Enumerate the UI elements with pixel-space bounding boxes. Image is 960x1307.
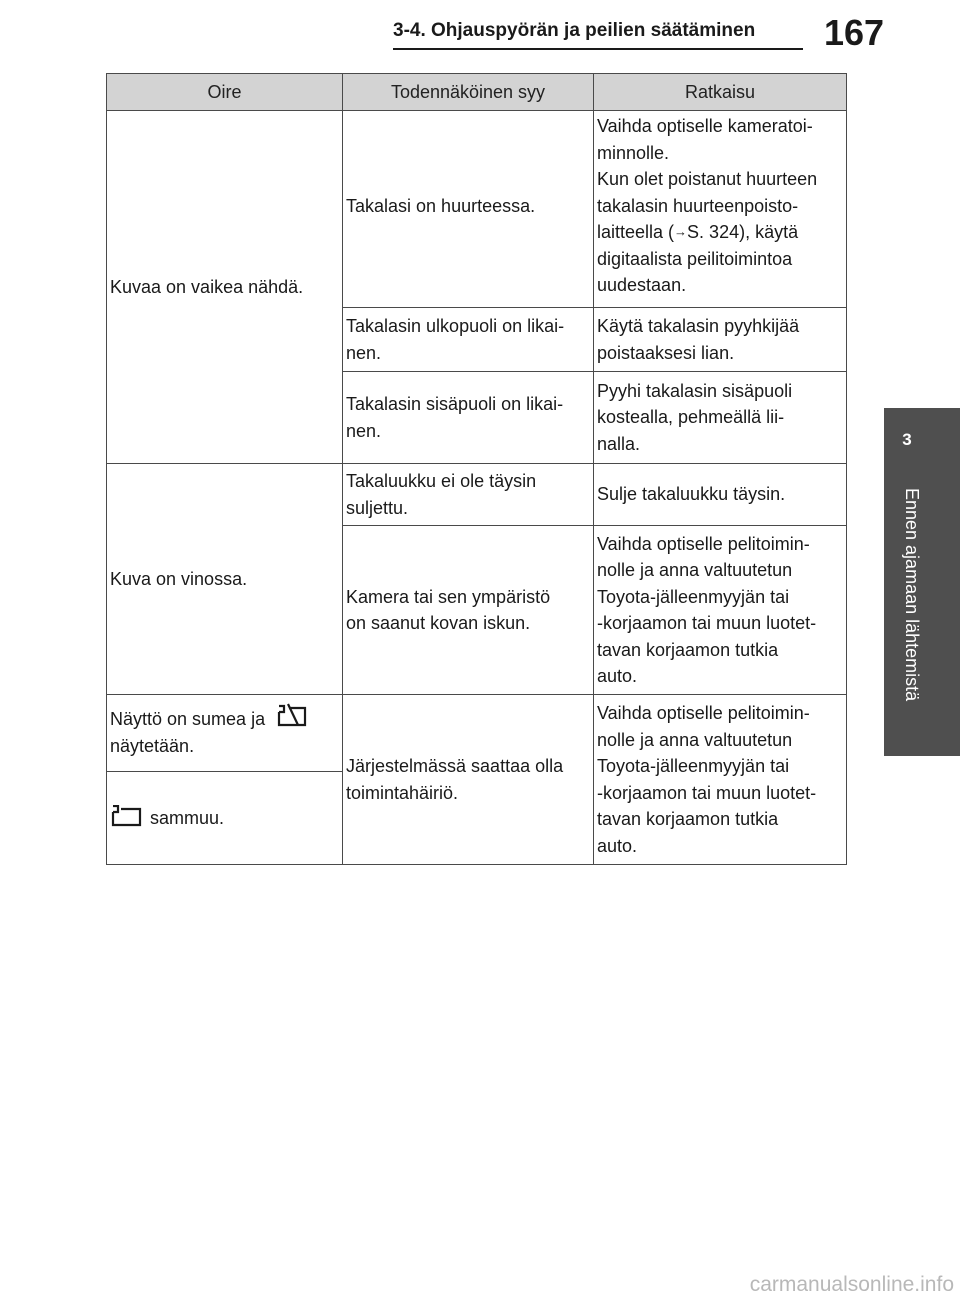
cause-line: Kamera tai sen ympäristö	[346, 586, 551, 607]
remedy-cell	[594, 526, 847, 695]
remedy-line: poistaaksesi lian.	[597, 342, 735, 363]
remedy-line: minnolle.	[597, 142, 670, 163]
cause-cell	[343, 526, 594, 695]
header-remedy: Ratkaisu	[594, 74, 847, 111]
chapter-title: Ennen ajamaan lähtemistä	[902, 488, 922, 702]
remedy-line: Toyota-jälleenmyyjän tai	[597, 586, 790, 607]
cause-cell	[343, 372, 594, 464]
header-symptom: Oire	[107, 74, 343, 111]
remedy-line: nolle ja anna valtuutetun	[597, 560, 793, 580]
remedy-line: Toyota-jälleenmyyjän tai	[597, 756, 790, 776]
remedy-line: kostealla, pehmeällä lii-	[597, 407, 785, 428]
cause-line: Takalasin ulkopuoli on likai-	[346, 316, 565, 336]
remedy-text: Sulje takaluukku täysin.	[597, 484, 786, 505]
remedy-line	[597, 219, 843, 246]
remedy-line: Vaihda optiselle pelitoimin-	[597, 533, 810, 554]
cause-line: Järjestelmässä saattaa olla	[346, 756, 564, 776]
header-cause: Todennäköinen syy	[343, 74, 594, 111]
header-rule	[393, 48, 803, 50]
cause-cell	[343, 695, 594, 865]
cause-cell	[343, 111, 594, 308]
table-header-row	[107, 74, 847, 111]
chapter-number: 3	[902, 430, 912, 449]
cause-line: nen.	[346, 420, 382, 441]
section-title: 3-4. Ohjauspyörän ja peilien säätäminen	[393, 20, 756, 41]
watermark: carmanualsonline.info	[749, 1273, 954, 1296]
remedy-line-part: laitteella (	[597, 222, 675, 242]
cause-cell	[343, 308, 594, 372]
remedy-line: takalasin huurteenpoisto-	[597, 195, 799, 216]
cause-line: suljettu.	[346, 497, 409, 518]
cause-line: nen.	[346, 342, 382, 363]
troubleshooting-table	[106, 73, 847, 865]
remedy-line: Kun olet poistanut huurteen	[597, 169, 818, 189]
symptom-text: Kuvaa on vaikea nähdä.	[110, 276, 304, 297]
symptom-text: sammuu.	[150, 807, 225, 828]
symptom-cell	[107, 772, 343, 865]
symptom-cell	[107, 695, 343, 772]
remedy-cell	[594, 464, 847, 526]
remedy-line: auto.	[597, 666, 638, 686]
cause-line: Takalasin sisäpuoli on likai-	[346, 394, 564, 414]
page-number: 167	[824, 12, 885, 53]
cause-line: toimintahäiriö.	[346, 782, 459, 803]
remedy-line: tavan korjaamon tutkia	[597, 639, 779, 660]
page-header	[0, 0, 960, 60]
remedy-line: nalla.	[597, 433, 641, 454]
remedy-line: -korjaamon tai muun luotet-	[597, 613, 817, 633]
page-reference-link[interactable]: S. 324), käytä	[687, 222, 799, 242]
symptom-line: näytetään.	[110, 735, 195, 756]
cause-line: on saanut kovan iskun.	[346, 613, 531, 633]
remedy-cell	[594, 372, 847, 464]
remedy-line: Vaihda optiselle pelitoimin-	[597, 703, 810, 723]
cause-cell	[343, 464, 594, 526]
remedy-line: auto.	[597, 835, 638, 856]
remedy-line: nolle ja anna valtuutetun	[597, 729, 793, 750]
chapter-side-tab	[884, 408, 960, 756]
remedy-line: tavan korjaamon tutkia	[597, 809, 779, 829]
remedy-line: uudestaan.	[597, 275, 687, 295]
remedy-line: Pyyhi takalasin sisäpuoli	[597, 380, 793, 401]
remedy-line: Käytä takalasin pyyhkijää	[597, 316, 800, 336]
cause-text: Takalasi on huurteessa.	[346, 196, 536, 216]
camera-off-icon	[110, 805, 144, 827]
remedy-line: digitaalista peilitoimintoa	[597, 248, 793, 269]
remedy-cell	[594, 695, 847, 865]
table-row	[107, 695, 847, 772]
symptom-text: Kuva on vinossa.	[110, 568, 248, 589]
table-row	[107, 464, 847, 526]
remedy-cell	[594, 308, 847, 372]
remedy-cell	[594, 111, 847, 308]
remedy-line: Vaihda optiselle kameratoi-	[597, 116, 813, 136]
camera-warning-icon	[276, 703, 310, 727]
table-row	[107, 111, 847, 308]
symptom-cell	[107, 464, 343, 695]
symptom-text: Näyttö on sumea ja	[110, 709, 266, 729]
page-reference-arrow-icon: →	[674, 224, 688, 239]
remedy-line: -korjaamon tai muun luotet-	[597, 782, 817, 803]
symptom-line	[110, 703, 339, 733]
cause-line: Takaluukku ei ole täysin	[346, 471, 537, 491]
symptom-cell	[107, 111, 343, 464]
